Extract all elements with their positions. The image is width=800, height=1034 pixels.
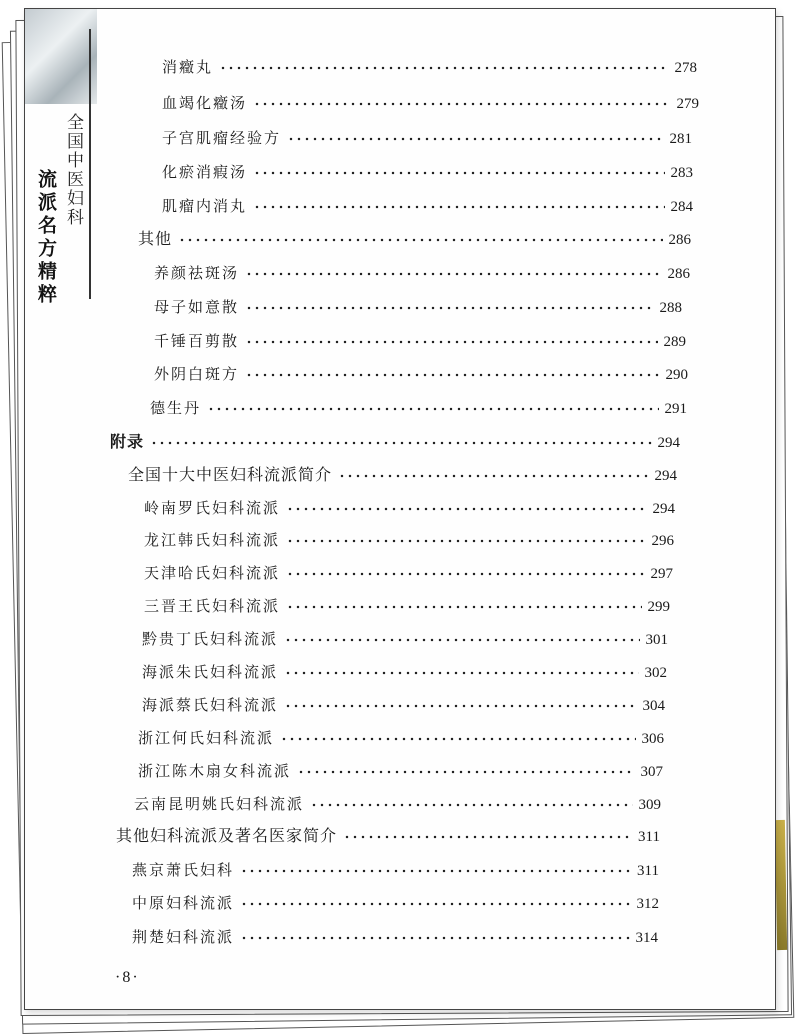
dot-leader [219, 64, 668, 72]
toc-entry [144, 557, 673, 583]
toc-entry [154, 358, 688, 384]
toc-entry [142, 623, 668, 649]
dot-leader [240, 900, 630, 908]
toc-entry-label: 龙江韩氏妇科流派 [144, 531, 281, 549]
toc-entry-label: 三晋王氏妇科流派 [144, 597, 281, 615]
toc-entry-page: 286 [668, 232, 691, 248]
dot-leader [286, 537, 645, 545]
dot-leader [178, 236, 662, 244]
toc-entry-page: 307 [640, 764, 663, 780]
toc-entry [144, 524, 674, 550]
toc-section [128, 459, 677, 485]
toc-entry-page: 294 [654, 468, 677, 484]
toc-entry [144, 590, 670, 616]
toc-entry-page: 312 [636, 896, 659, 912]
toc-entry [162, 87, 699, 113]
dot-leader [253, 203, 664, 211]
dot-leader [245, 338, 657, 346]
dot-leader [207, 405, 658, 413]
dot-leader [240, 934, 629, 942]
dot-leader [280, 735, 635, 743]
dot-leader [253, 169, 664, 177]
toc-entry-page: 289 [663, 334, 686, 350]
toc-entry-label: 养颜祛斑汤 [154, 264, 240, 282]
dot-leader [287, 135, 663, 143]
dot-leader [343, 833, 632, 841]
dot-leader [310, 801, 632, 809]
dot-leader [338, 472, 648, 480]
toc-entry-label: 肌瘤内消丸 [162, 197, 248, 215]
book-title: 流派名方精粹 [35, 169, 57, 307]
toc-entry [162, 190, 693, 216]
table-of-contents [25, 9, 775, 1009]
toc-entry [162, 156, 693, 182]
toc-entry-page: 314 [635, 930, 658, 946]
toc-entry-label: 德生丹 [150, 399, 202, 417]
toc-entry-page: 283 [670, 165, 693, 181]
toc-entry-page: 279 [676, 96, 699, 112]
dot-leader [286, 570, 644, 578]
dot-leader [245, 304, 653, 312]
page-number: ·8· [115, 969, 140, 986]
toc-entry [162, 122, 692, 148]
dot-leader [284, 702, 636, 710]
toc-entry-label: 外阴白斑方 [154, 365, 240, 383]
toc-entry-page: 302 [644, 665, 667, 681]
toc-entry-label: 荆楚妇科流派 [132, 928, 235, 946]
dot-leader [245, 371, 659, 379]
dot-leader [240, 867, 631, 875]
toc-entry-page: 309 [638, 797, 661, 813]
toc-entry-label: 云南昆明姚氏妇科流派 [134, 795, 305, 813]
toc-entry-page: 306 [641, 731, 664, 747]
toc-entry-label: 血竭化癥汤 [162, 94, 248, 112]
dot-leader [286, 603, 641, 611]
series-title: 全国中医妇科 [63, 113, 83, 227]
toc-entry-page: 291 [664, 401, 687, 417]
dot-leader [284, 636, 639, 644]
toc-entry-label: 海派蔡氏妇科流派 [142, 696, 279, 714]
toc-entry-page: 288 [659, 300, 682, 316]
toc-entry-label: 海派朱氏妇科流派 [142, 663, 279, 681]
toc-entry-page: 281 [669, 131, 692, 147]
toc-chapter [110, 426, 680, 452]
toc-entry [138, 755, 663, 781]
toc-entry [132, 887, 659, 913]
toc-section-label: 其他妇科流派及著名医家简介 [116, 826, 338, 845]
toc-entry-label: 母子如意散 [154, 298, 240, 316]
dot-leader [245, 270, 661, 278]
toc-entry [132, 921, 658, 947]
toc-entry-label: 千锤百剪散 [154, 332, 240, 350]
toc-entry-page: 294 [652, 501, 675, 517]
toc-section-label: 其他 [138, 229, 173, 248]
dot-leader [297, 768, 634, 776]
toc-chapter-label: 附录 [110, 432, 145, 451]
dot-leader [150, 439, 651, 447]
toc-entry-page: 294 [657, 435, 680, 451]
toc-entry [142, 689, 665, 715]
toc-entry-label: 天津哈氏妇科流派 [144, 564, 281, 582]
toc-entry-page: 278 [674, 60, 697, 76]
dot-leader [286, 505, 646, 513]
dot-leader [253, 100, 670, 108]
toc-entry-page: 286 [667, 266, 690, 282]
toc-entry [134, 788, 661, 814]
toc-section [116, 820, 660, 846]
toc-entry [142, 656, 667, 682]
toc-entry-label: 黔贵丁氏妇科流派 [142, 630, 279, 648]
book-page [24, 8, 776, 1010]
toc-section [138, 223, 691, 249]
toc-entry-label: 中原妇科流派 [132, 894, 235, 912]
toc-entry-label: 子宫肌瘤经验方 [162, 129, 282, 147]
toc-entry-page: 304 [642, 698, 665, 714]
toc-entry-label: 岭南罗氏妇科流派 [144, 499, 281, 517]
toc-entry-label: 燕京萧氏妇科 [132, 861, 235, 879]
toc-entry-page: 301 [645, 632, 668, 648]
toc-entry-page: 290 [665, 367, 688, 383]
dot-leader [284, 669, 638, 677]
toc-entry-page: 296 [651, 533, 674, 549]
toc-entry-page: 311 [637, 863, 659, 879]
toc-entry-label: 浙江陈木扇女科流派 [138, 762, 292, 780]
toc-entry [138, 722, 664, 748]
toc-entry [154, 291, 682, 317]
toc-entry-label: 化瘀消瘕汤 [162, 163, 248, 181]
toc-entry [162, 51, 697, 77]
toc-entry-label: 浙江何氏妇科流派 [138, 729, 275, 747]
toc-entry-label: 消癥丸 [162, 58, 214, 76]
toc-entry [132, 854, 659, 880]
toc-entry [154, 325, 686, 351]
toc-entry-page: 299 [647, 599, 670, 615]
toc-entry [150, 392, 687, 418]
toc-entry-page: 297 [650, 566, 673, 582]
toc-entry-page: 311 [638, 829, 660, 845]
toc-section-label: 全国十大中医妇科流派简介 [128, 465, 333, 484]
toc-entry [154, 257, 690, 283]
toc-entry [144, 492, 675, 518]
toc-entry-page: 284 [670, 199, 693, 215]
